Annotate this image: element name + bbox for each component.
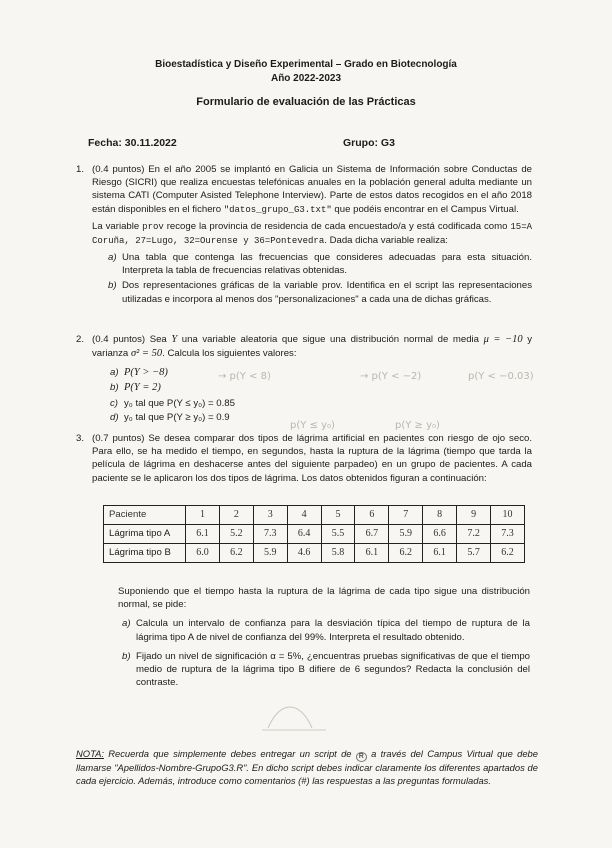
table-cell: 5.7 — [457, 544, 491, 563]
question-1-variable — [92, 220, 532, 247]
item-b — [118, 650, 530, 690]
r-logo-icon: R — [356, 752, 367, 762]
math-variance: σ² = 50 — [130, 348, 163, 360]
text-span: que podéis encontrar en el Campus Virtual. — [331, 203, 519, 215]
question-1-intro — [92, 163, 532, 216]
item-d — [106, 411, 532, 424]
table-row-label: Lágrima tipo A — [104, 525, 186, 544]
table-cell: 4.6 — [287, 544, 321, 563]
item-b — [106, 381, 532, 395]
table-header-cell: 10 — [491, 506, 525, 525]
table-cell: 7.3 — [253, 525, 287, 544]
document-header — [0, 58, 612, 85]
question-number: 2. — [76, 334, 85, 345]
table-header-label: Paciente — [104, 506, 186, 525]
item-letter: c) — [110, 397, 118, 409]
item-letter: d) — [110, 412, 119, 424]
item-letter: b) — [108, 280, 117, 292]
group-label: Grupo: G3 — [343, 137, 395, 149]
item-a — [118, 617, 530, 643]
table-header-cell: 4 — [287, 506, 321, 525]
item-letter: a) — [110, 366, 119, 378]
text-span: (0.4 puntos) Sea — [92, 334, 172, 345]
table-header-cell: 6 — [355, 506, 389, 525]
table-cell: 6.7 — [355, 525, 389, 544]
item-a — [106, 366, 532, 380]
item-letter: b) — [122, 650, 131, 662]
table-cell: 6.1 — [423, 544, 457, 563]
math-symbol: Y — [171, 334, 178, 345]
pencil-sketch-curve — [268, 707, 312, 728]
table-cell: 6.6 — [423, 525, 457, 544]
table-row — [104, 544, 525, 563]
item-formula: P(Y > −8) — [124, 366, 168, 378]
item-text: Una tabla que contenga las frecuencias que consideres adecuadas para esta situación. Interpreta la tabla de frecuencias relativas obtenidas. — [122, 251, 532, 277]
question-number: 3. — [76, 433, 85, 444]
text-span: . Calcula los siguientes valores: — [162, 348, 297, 360]
table-cell: 6.0 — [186, 544, 220, 563]
academic-year: Año 2022-2023 — [270, 72, 342, 84]
item-a — [104, 251, 532, 277]
table-header-cell: 5 — [321, 506, 355, 525]
item-c — [106, 397, 532, 410]
table-cell: 6.4 — [287, 525, 321, 544]
text-span: (0.4 puntos) En el año 2005 se implantó en Galicia un Sistema de Información sobre Conductas de Riesgo (SICRI) que realiza encuestas telefónicas anuales en la población general adulta mediante un sistema CATI (Computer Asisted Telephone Interview). Parte de estos datos recogidos en el año 2018 están disponibles en el fichero — [92, 164, 532, 215]
submission-note — [76, 748, 538, 787]
table-header-cell: 9 — [457, 506, 491, 525]
file-name: "datos_grupo_G3.txt" — [223, 204, 332, 215]
table-cell: 6.2 — [219, 544, 253, 563]
item-text: Dos representaciones gráficas de la variable prov. Identifica en el script las representaciones utilizadas e incorpora al menos dos "personalizaciones" a cada una de dichas gráficas. — [122, 280, 532, 305]
table-row-label: Lágrima tipo B — [104, 544, 186, 563]
item-formula: y₀ tal que P(Y ≤ y₀) = 0.85 — [124, 397, 235, 409]
text-span: . Dada dicha variable realiza: — [324, 234, 448, 246]
handwritten-note: p(Y < −0.03) — [468, 371, 534, 382]
text-span: una variable aleatoria que sigue una distribución normal de media — [177, 334, 484, 345]
table-cell: 5.9 — [389, 525, 423, 544]
item-b — [104, 279, 532, 305]
handwritten-note: → p(Y < −2) — [360, 371, 422, 382]
variable-name: prov — [142, 222, 164, 233]
normality-assumption: Suponiendo que el tiempo hasta la ruptura de la lágrima de cada tipo sigue una distribución normal, se pide: — [118, 586, 530, 611]
question-1-items — [104, 251, 532, 306]
table-cell: 5.2 — [219, 525, 253, 544]
text-span: Recuerda que simplemente debes entregar un script de — [103, 748, 356, 759]
question-3 — [76, 432, 532, 489]
text-span: y varianza — [92, 334, 532, 360]
table-header-cell: 1 — [186, 506, 220, 525]
handwritten-note: p(Y ≥ y₀) — [395, 420, 440, 431]
question-3-intro: (0.7 puntos) Se desea comparar dos tipos de lágrima artificial en pacientes con riesgo de ojo seco. Para ello, se ha medido el tiempo, en segundos, hasta la ruptura de la lágrima (tiempo que tarda la película de lágrima en deshacerse antes del siguiente parpadeo) en un grupo de pacientes. A cada paciente se le aplicaron los dos tipos de lágrima. Los datos obtenidos figuran a continuación: — [92, 433, 532, 484]
table-cell: 5.5 — [321, 525, 355, 544]
question-2 — [76, 333, 532, 424]
table-cell: 6.1 — [355, 544, 389, 563]
table-cell: 7.2 — [457, 525, 491, 544]
table-cell: 6.2 — [389, 544, 423, 563]
form-title: Formulario de evaluación de las Prácticas — [196, 96, 416, 108]
text-span: recoge la provincia de residencia de cada encuestado/a y está codificada como — [163, 221, 511, 233]
item-text: Calcula un intervalo de confianza para la desviación típica del tiempo de ruptura de la lágrima tipo A de nivel de confianza del 99%. Interpreta el resultado obtenido. — [136, 618, 530, 643]
table-header-cell: 7 — [389, 506, 423, 525]
table-cell: 5.8 — [321, 544, 355, 563]
question-2-items — [106, 366, 532, 424]
table-header-cell: 3 — [253, 506, 287, 525]
table-cell: 5.9 — [253, 544, 287, 563]
question-2-intro — [92, 333, 532, 362]
question-3-tasks — [118, 585, 530, 690]
date-label: Fecha: 30.11.2022 — [88, 137, 177, 149]
tear-data-table — [103, 505, 525, 563]
province-codes: 15=A Coruña, 27=Lugo, 32=Ourense y 36=Pontevedra — [92, 222, 532, 246]
table-row — [104, 525, 525, 544]
handwritten-note: p(Y ≤ y₀) — [290, 420, 335, 431]
item-formula: P(Y = 2) — [124, 382, 161, 394]
table-header-row — [104, 506, 525, 525]
question-number: 1. — [76, 164, 85, 175]
item-formula: y₀ tal que P(Y ≥ y₀) = 0.9 — [124, 412, 230, 424]
math-mean: μ = −10 — [483, 334, 523, 345]
course-title: Bioestadística y Diseño Experimental – Grado en Biotecnología — [155, 59, 457, 70]
table-cell: 7.3 — [491, 525, 525, 544]
item-letter: a) — [108, 251, 117, 263]
table-header-cell: 2 — [219, 506, 253, 525]
item-letter: b) — [110, 382, 119, 394]
table-header-cell: 8 — [423, 506, 457, 525]
item-letter: a) — [122, 618, 131, 630]
text-span: La variable — [92, 221, 143, 233]
table-cell: 6.2 — [491, 544, 525, 563]
handwritten-note: → p(Y < 8) — [218, 371, 271, 382]
text-span: a través del Campus Virtual que debe llamarse "Apellidos-Nombre-GrupoG3.R". En dicho script debes indicar claramente los diferentes apartados de cada ejercicio. Además, introduce como comentarios (#) las respuestas a las preguntas formuladas. — [76, 748, 538, 786]
table-cell: 6.1 — [186, 525, 220, 544]
note-prefix: NOTA: — [76, 748, 104, 759]
item-text: Fijado un nivel de significación α = 5%, ¿encuentras pruebas significativas de que el tiempo medio de ruptura de la lágrima tipo B difiere de 6 segundos? Redacta la conclusión del contraste. — [136, 650, 530, 689]
question-1 — [76, 163, 532, 306]
